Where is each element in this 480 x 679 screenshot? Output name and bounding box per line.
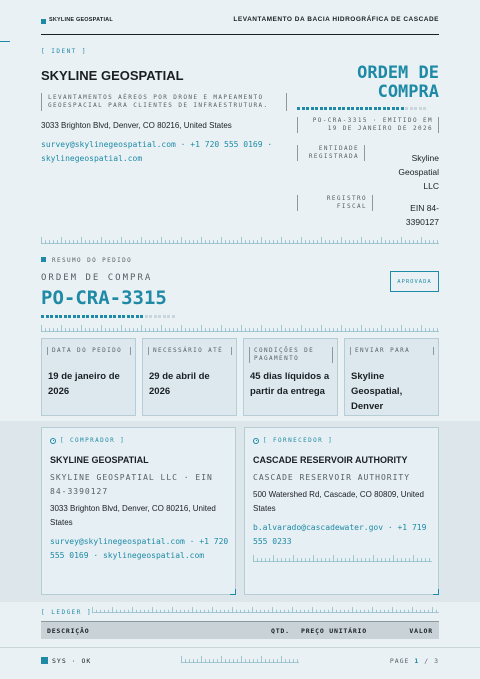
dash-segment (302, 107, 305, 110)
order-title (239, 64, 439, 102)
dash-segment (59, 315, 62, 318)
card-value: Skyline Geospatial, Denver (351, 371, 403, 412)
dash-segment (131, 315, 134, 318)
company-name: SKYLINE GEOSPATIAL (41, 68, 184, 83)
company-tagline: LEVANTAMENTOS AÉREOS POR DRONE E MAPEAMENTO GEOESPACIAL PARA CLIENTES DE INFRAESTRUTURA. (41, 93, 287, 111)
supplier-contact: b.alvarado@cascadewater.gov · +1 719 555 0233 (253, 523, 427, 546)
dash-segment (347, 107, 350, 110)
dash-segment (315, 107, 318, 110)
dash-segment (378, 107, 381, 110)
system-status: SYS · OK (52, 657, 92, 665)
dash-segment (383, 107, 386, 110)
summary-square-icon (41, 257, 46, 262)
corner-mark (230, 589, 236, 595)
buyer-name: SKYLINE GEOSPATIAL (50, 455, 149, 465)
company-address: 3033 Brighton Blvd, Denver, CO 80216, United States (41, 121, 232, 130)
page-indicator (390, 657, 439, 665)
card-label: DATA DO PEDIDO (47, 347, 131, 355)
dash-segment (338, 107, 341, 110)
buyer-contact: survey@skylinegeospatial.com · +1 720 555 0169 · skylinegeospatial.com (50, 537, 229, 560)
page-prefix: PAGE (389, 657, 410, 665)
dash-segment (55, 315, 58, 318)
dash-segment (68, 315, 71, 318)
dash-segment (167, 315, 170, 318)
col-unit-price: PREÇO UNITÁRIO (301, 627, 367, 635)
order-title-line2: COMPRA (377, 82, 439, 102)
dash-segment (342, 107, 345, 110)
dash-segment (356, 107, 359, 110)
supplier-tag: [ FORNECEDOR ] (263, 437, 333, 444)
dash-segment (374, 107, 377, 110)
dash-segment (149, 315, 152, 318)
target-icon (253, 438, 259, 444)
supplier-legal: CASCADE RESERVOIR AUTHORITY (253, 473, 411, 482)
dash-segment (46, 315, 49, 318)
dash-segment (320, 107, 323, 110)
page-current: 1 (414, 657, 420, 665)
ledger-header-row (41, 621, 439, 639)
dash-segment (158, 315, 161, 318)
dash-segment (82, 315, 85, 318)
card-label: NECESSÁRIO ATÉ (148, 347, 232, 355)
dash-segment (324, 107, 327, 110)
supplier-address: 500 Watershed Rd, Cascade, CO 80809, United States (253, 490, 424, 513)
dash-segment (387, 107, 390, 110)
order-title-line1: ORDEM DE (357, 63, 439, 83)
dash-segment (127, 315, 130, 318)
dash-segment (64, 315, 67, 318)
dash-segment (140, 315, 143, 318)
supplier-name: CASCADE RESERVOIR AUTHORITY (253, 455, 408, 465)
dash-segment (351, 107, 354, 110)
buyer-panel (41, 427, 236, 595)
dash-segment (122, 315, 125, 318)
dash-segment (91, 315, 94, 318)
dash-segment (118, 315, 121, 318)
order-issued: PO-CRA-3315 · EMITIDO EM 19 DE JANEIRO DE 2026 (297, 117, 439, 133)
header-brand: SKYLINE GEOSPATIAL (49, 17, 113, 23)
entity-label: ENTIDADE REGISTRADA (297, 145, 365, 161)
dash-segment (41, 315, 44, 318)
buyer-legal: SKYLINE GEOSPATIAL LLC · EIN 84-3390127 (50, 473, 213, 496)
side-tick-mark (0, 41, 10, 42)
dash-segment (163, 315, 166, 318)
supplier-header (253, 437, 333, 444)
card-ship-to (344, 338, 439, 416)
dash-segment (333, 107, 336, 110)
buyer-header (50, 437, 125, 444)
dash-segment (172, 315, 175, 318)
card-value: 29 de abril de 2026 (149, 371, 210, 397)
page-total: 3 (434, 657, 439, 665)
footer-divider (0, 647, 480, 648)
po-number: PO-CRA-3315 (41, 287, 167, 309)
po-dash-bar (41, 315, 175, 318)
footer-ruler (181, 656, 299, 663)
dash-segment (410, 107, 413, 110)
dash-segment (86, 315, 89, 318)
entity-value: Skyline Geospatial LLC (398, 153, 439, 191)
card-value: 19 de janeiro de 2026 (48, 371, 120, 397)
dash-segment (77, 315, 80, 318)
card-label: CONDIÇÕES DE PAGAMENTO (249, 347, 333, 363)
status-square-icon (41, 657, 48, 664)
dash-segment (360, 107, 363, 110)
card-payment-terms (243, 338, 338, 416)
tax-value: EIN 84-3390127 (405, 203, 439, 227)
col-value: VALOR (409, 627, 433, 635)
dash-segment (392, 107, 395, 110)
buyer-tag: [ COMPRADOR ] (60, 437, 125, 444)
page-separator: / (424, 657, 430, 665)
header-document-title: LEVANTAMENTO DA BACIA HIDROGRÁFICA DE CASCADE (233, 16, 439, 23)
dash-segment (365, 107, 368, 110)
card-value: 45 dias líquidos a partir da entrega (250, 371, 330, 397)
dash-segment (423, 107, 426, 110)
dash-segment (311, 107, 314, 110)
header-divider (41, 34, 439, 35)
card-required-by (142, 338, 237, 416)
summary-section-label: RESUMO DO PEDIDO (52, 257, 133, 264)
buyer-address: 3033 Brighton Blvd, Denver, CO 80216, United States (50, 504, 216, 527)
dash-segment (145, 315, 148, 318)
corner-mark (433, 589, 439, 595)
dash-segment (297, 107, 300, 110)
status-badge: APROVADA (390, 271, 439, 292)
ruler-divider (41, 237, 439, 244)
tax-label: REGISTRO FISCAL (297, 195, 373, 211)
dash-segment (100, 315, 103, 318)
dash-segment (329, 107, 332, 110)
dash-segment (95, 315, 98, 318)
dash-segment (414, 107, 417, 110)
ruler-divider (253, 555, 432, 562)
ident-tag: [ IDENT ] (41, 48, 87, 55)
dash-segment (306, 107, 309, 110)
dash-segment (136, 315, 139, 318)
dash-segment (401, 107, 404, 110)
ruler-divider (92, 607, 439, 613)
dash-segment (154, 315, 157, 318)
ruler-divider (41, 325, 439, 332)
dash-segment (73, 315, 76, 318)
dash-segment (109, 315, 112, 318)
dash-segment (369, 107, 372, 110)
supplier-panel (244, 427, 439, 595)
dash-segment (419, 107, 422, 110)
dash-segment (104, 315, 107, 318)
dash-segment (405, 107, 408, 110)
company-contact: survey@skylinegeospatial.com · +1 720 555 0169 · skylinegeospatial.com (41, 140, 273, 163)
ledger-tag: [ LEDGER ] (41, 609, 92, 616)
card-label: ENVIAR PARA (350, 347, 434, 355)
dash-segment (396, 107, 399, 110)
brand-square-icon (41, 19, 46, 24)
col-quantity: QTD. (271, 627, 290, 635)
po-label: ORDEM DE COMPRA (41, 273, 153, 283)
order-title-dash-bar (297, 107, 426, 110)
card-order-date (41, 338, 136, 416)
dash-segment (50, 315, 53, 318)
top-bar (41, 14, 439, 30)
dash-segment (113, 315, 116, 318)
target-icon (50, 438, 56, 444)
col-description: DESCRIÇÃO (47, 627, 90, 635)
